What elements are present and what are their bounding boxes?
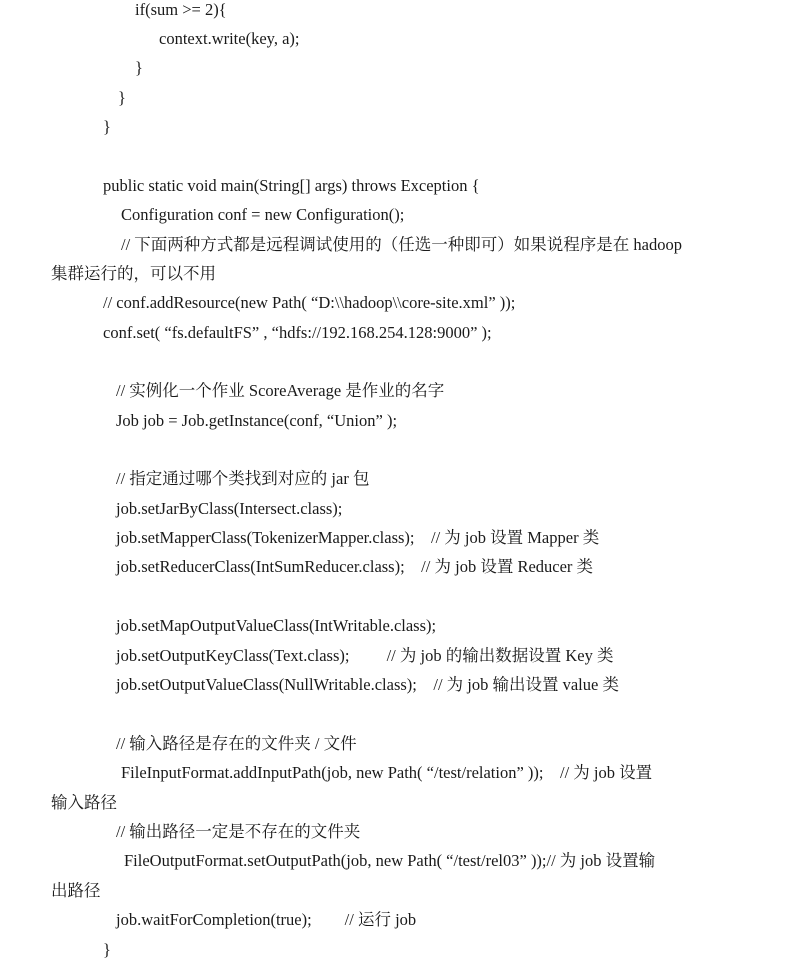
code-line: FileOutputFormat.setOutputPath(job, new Path( “/test/rel03” ));// 为 job 设置输	[124, 851, 656, 870]
code-line: context.write(key, a);	[159, 29, 300, 48]
code-line: }	[118, 88, 126, 107]
code-line: public static void main(String[] args) throws Exception {	[103, 176, 480, 195]
code-line: }	[103, 940, 111, 959]
code-comment: // 输出路径一定是不存在的文件夹	[116, 822, 361, 841]
code-line: }	[135, 58, 143, 77]
code-line: job.setReducerClass(IntSumReducer.class); // 为 job 设置 Reducer 类	[116, 557, 594, 576]
code-line: job.setMapperClass(TokenizerMapper.class); // 为 job 设置 Mapper 类	[116, 528, 600, 547]
code-comment: // conf.addResource(new Path( “D:\\hadoop\\core-site.xml” ));	[103, 293, 516, 312]
code-comment: 出路径	[51, 881, 101, 900]
code-line: job.setJarByClass(Intersect.class);	[116, 499, 343, 518]
code-line: FileInputFormat.addInputPath(job, new Path( “/test/relation” )); // 为 job 设置	[121, 763, 653, 782]
code-comment: // 实例化一个作业 ScoreAverage 是作业的名字	[116, 381, 445, 400]
code-line: }	[103, 117, 111, 136]
code-line: job.waitForCompletion(true); // 运行 job	[116, 910, 417, 929]
code-comment: // 下面两种方式都是远程调试使用的（任选一种即可）如果说程序是在 hadoop	[121, 235, 682, 254]
code-comment: // 输入路径是存在的文件夹 / 文件	[116, 734, 357, 753]
code-comment: 输入路径	[51, 793, 117, 812]
code-line: job.setMapOutputValueClass(IntWritable.class);	[116, 616, 437, 635]
code-comment: // 指定通过哪个类找到对应的 jar 包	[116, 469, 370, 488]
code-line: job.setOutputKeyClass(Text.class); // 为 job 的输出数据设置 Key 类	[116, 646, 614, 665]
code-line: conf.set( “fs.defaultFS” , “hdfs://192.168.254.128:9000” );	[103, 323, 492, 342]
code-line: Job job = Job.getInstance(conf, “Union” );	[116, 411, 398, 430]
code-line: Configuration conf = new Configuration();	[121, 205, 405, 224]
code-line: job.setOutputValueClass(NullWritable.class); // 为 job 输出设置 value 类	[116, 675, 619, 694]
code-line: if(sum >= 2){	[135, 0, 227, 19]
code-comment: 集群运行的，可以不用	[51, 264, 216, 283]
